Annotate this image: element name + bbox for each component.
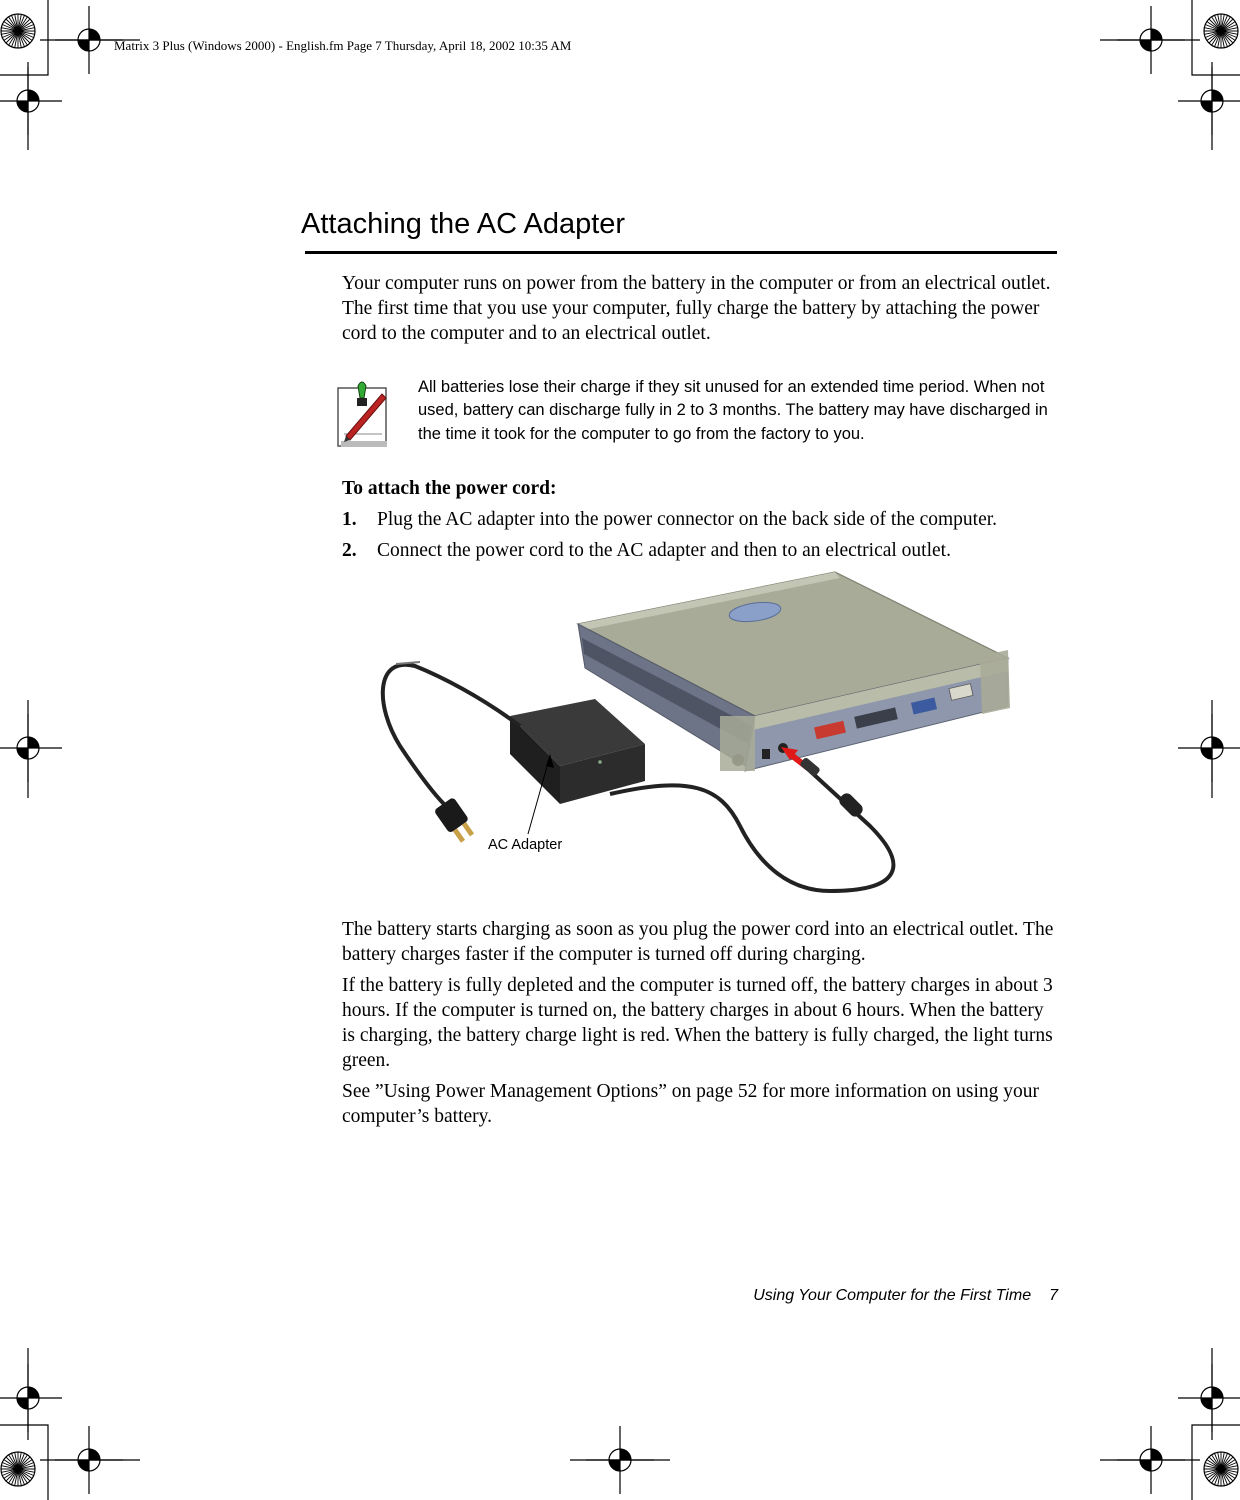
ac-adapter-brick [510, 699, 645, 804]
procedure-heading: To attach the power cord: [342, 478, 557, 499]
step-number: 1. [342, 509, 357, 530]
charging-paragraph: The battery starts charging as soon as you plug the power cord into an electrical outlet. The battery charges faster if the computer is turned off during charging. [342, 919, 1054, 965]
intro-paragraph: Your computer runs on power from the battery in the computer or from an electrical outlet. The first time that you use your computer, fully charge the battery by attaching the power cord to the computer and to an electrical outlet. [342, 273, 1051, 344]
step-text: Connect the power cord to the AC adapter and then to an electrical outlet. [377, 540, 951, 561]
wall-plug [434, 797, 478, 845]
charging-time-paragraph: If the battery is fully depleted and the computer is turned off, the battery charges in about 3 hours. If the computer is turned on, the battery charges in about 6 hours. When the battery is charging, the battery charge light is red. When the battery is fully charged, the light turns green. [342, 975, 1053, 1071]
callout-label: AC Adapter [488, 837, 563, 853]
ac-cord [383, 665, 520, 808]
footer-chapter: Using Your Computer for the First Time [753, 1287, 1032, 1304]
footer-page-number: 7 [1049, 1287, 1058, 1304]
title-rule [305, 251, 1057, 254]
note-pencil-icon [336, 378, 390, 450]
laptop-adapter-illustration [360, 566, 1020, 906]
print-header-stamp: Matrix 3 Plus (Windows 2000) - English.fm Page 7 Thursday, April 18, 2002 10:35 AM [114, 38, 572, 53]
page-footer [600, 1287, 1058, 1305]
step-number: 2. [342, 540, 357, 561]
dc-cord [610, 771, 893, 891]
section-title: Attaching the AC Adapter [301, 208, 626, 240]
see-also-paragraph: See ”Using Power Management Options” on page 52 for more information on using your computer’s battery. [342, 1081, 1039, 1127]
step-text: Plug the AC adapter into the power connector on the back side of the computer. [377, 509, 998, 530]
note-text: All batteries lose their charge if they sit unused for an extended time period. When not used, battery can discharge fully in 2 to 3 months. The battery may have discharged in the time it took for the computer to go from the factory to you. [418, 378, 1048, 443]
